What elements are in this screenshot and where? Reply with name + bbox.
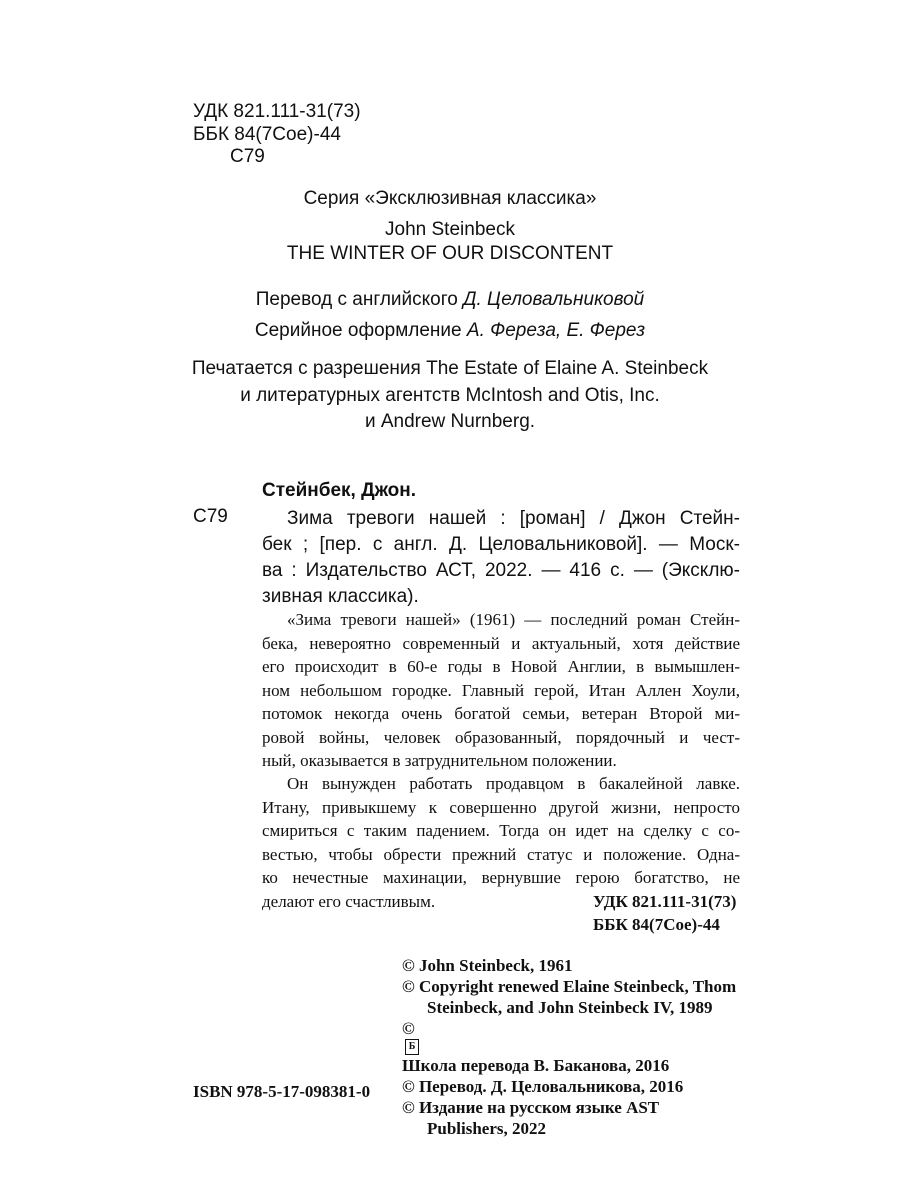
author-mark: С79 [230,146,265,167]
design-credit [0,320,900,342]
translation-label: Перевод с английского [255,289,458,310]
annotation-line: делают его счастливым. [262,891,436,911]
school-logo-icon: Б [405,1039,419,1055]
annotation-line: ко нечестные махинации, вернувшие герою богатство, не [262,868,740,887]
translator-name: Д. Целовальниковой [463,289,645,310]
series-title: Серия «Эксклюзивная классика» [303,188,597,209]
translation-credit [0,289,900,311]
copyright-line-school [402,1018,736,1076]
udk-code-repeat: УДК 821.111-31(73) [593,892,737,911]
catalog-author-mark: С79 [193,506,228,527]
annotation-line: ный, оказывается в затруднительном положении. [262,751,617,770]
annotation-line: Он вынужден работать продавцом в бакалейной лавке. [287,774,740,793]
annotation-line: потомок некогда очень богатой семьи, ветеран Второй ми- [262,704,740,723]
design-label: Серийное оформление [254,320,462,341]
permission-line-3: и Andrew Nurnberg. [364,411,536,432]
annotation-line: бека, невероятно современный и актуальный, хотя действие [262,633,740,653]
catalog-line: бек ; [пер. с англ. Д. Целовальниковой]. — Моск- [262,534,740,555]
annotation-line: Итану, привыкшему к совершенно другой жизни, непросто [262,797,740,817]
annotation-line: его происходит в 60-е годы в Новой Англии, в вымышлен- [262,657,740,676]
annotation-line: ровой войны, человек образованный, порядочный и чест- [262,727,740,747]
copyright-line: © John Steinbeck, 1961 [402,956,573,975]
copyright-line: © Перевод. Д. Целовальникова, 2016 [402,1077,684,1096]
catalog-line: Зима тревоги нашей : [роман] / Джон Стейн- [287,508,740,529]
annotation-line: вестью, чтобы обрести прежний статус и положение. Одна- [262,844,740,864]
catalog-line: ва : Издательство АСТ, 2022. — 416 с. — (Эксклю- [262,560,740,581]
catalog-line: зивная классика). [262,586,419,607]
copyright-line: Steinbeck, and John Steinbeck IV, 1989 [427,998,713,1017]
bbk-code: ББК 84(7Сое)-44 [193,124,341,145]
designer-names: А. Фереза, Е. Ферез [466,320,646,341]
bbk-code-repeat: ББК 84(7Сое)-44 [593,915,720,934]
isbn: ISBN 978-5-17-098381-0 [193,1082,371,1101]
copyright-line: © Copyright renewed Elaine Steinbeck, Thom [402,977,737,996]
copyright-symbol: © [402,1019,415,1038]
permission-line-2: и литературных агентств McIntosh and Otis, Inc. [240,385,660,406]
catalog-entry [262,506,740,610]
original-title: THE WINTER OF OUR DISCONTENT [286,243,614,264]
udk-code: УДК 821.111-31(73) [193,101,361,122]
copyright-line: Publishers, 2022 [427,1119,547,1138]
permission-line-1: Печатается с разрешения The Estate of Elaine A. Steinbeck [191,358,709,379]
copyright-line: © Издание на русском языке AST [402,1098,660,1117]
copyright-school-text: Школа перевода В. Баканова, 2016 [402,1056,670,1075]
original-author: John Steinbeck [385,219,515,240]
annotation-paragraph-1 [262,608,740,773]
catalog-heading: Стейнбек, Джон. [262,480,417,501]
annotation-line: смириться с таким падением. Тогда он идет на сделку с со- [262,821,740,840]
annotation-line: ном небольшом городке. Главный герой, Итан Аллен Хоули, [262,680,740,700]
copyright-block [402,955,736,1139]
annotation-line: «Зима тревоги нашей» (1961) — последний роман Стейн- [287,610,740,629]
